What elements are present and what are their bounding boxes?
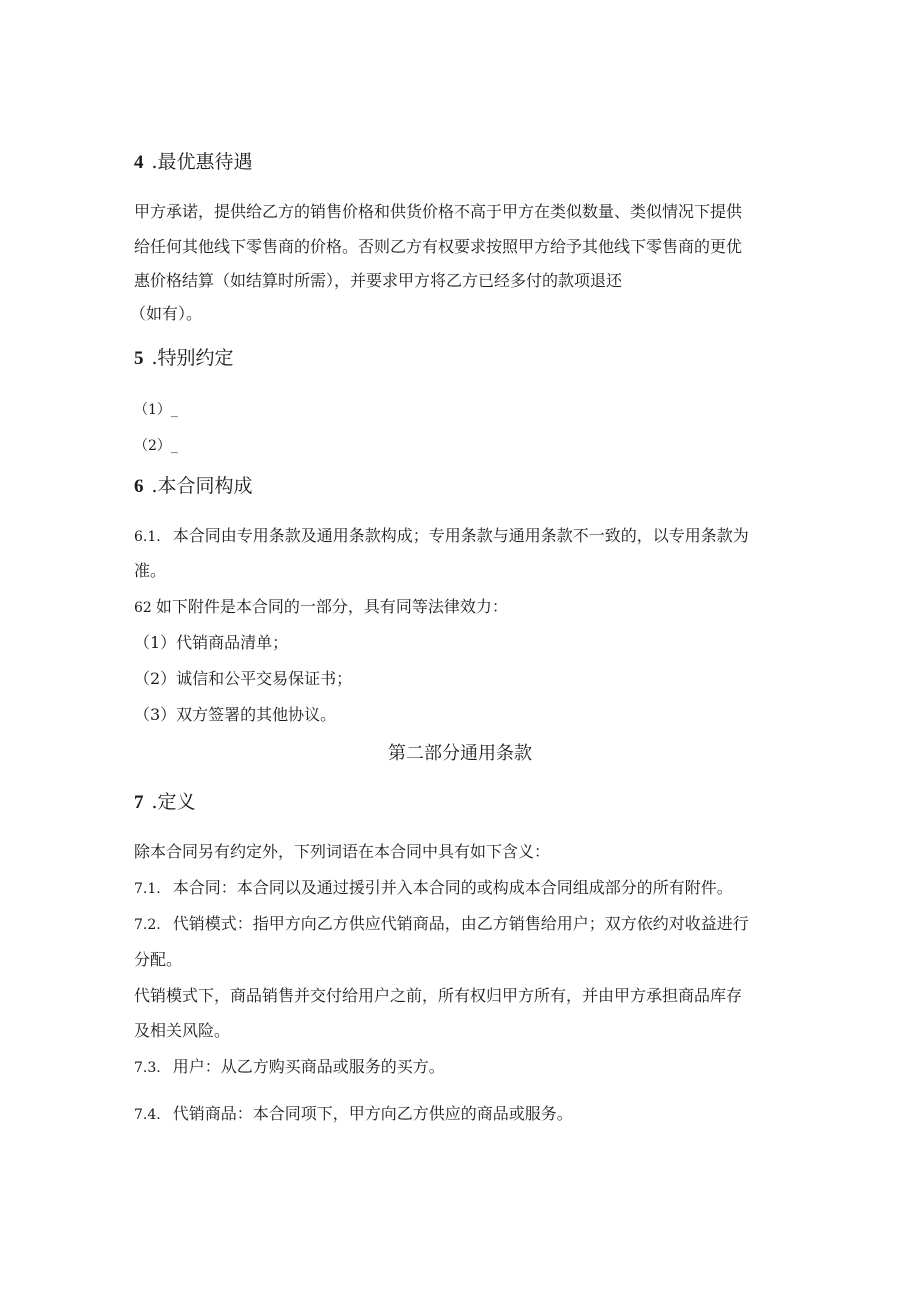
part-2-title: 第二部分通用条款 xyxy=(388,743,532,764)
definition-7-2-text: 代销模式：指甲方向乙方供应代销商品，由乙方销售给用户；双方依约对收益进行 xyxy=(172,914,749,933)
section-4-paragraph-line-1: 甲方承诺，提供给乙方的销售价格和供货价格不高于甲方在类似数量、类似情况下提供 xyxy=(134,202,743,221)
section-6-number: 6 xyxy=(134,476,144,497)
clause-6-1-text-line-2: 准。 xyxy=(134,561,167,580)
definition-7-4 xyxy=(134,1102,573,1127)
clause-6-2 xyxy=(134,595,508,620)
definition-7-1-text: 本合同：本合同以及通过援引并入本合同的或构成本合同组成部分的所有附件。 xyxy=(172,878,733,897)
section-5-title: .特别约定 xyxy=(151,347,234,369)
attachment-item-2: （2）诚信和公平交易保证书； xyxy=(134,669,353,688)
attachment-item-1: （1）代销商品清单； xyxy=(134,633,289,652)
section-5-item-2: （2）_ xyxy=(134,438,178,454)
definition-7-2-text-line-2: 分配。 xyxy=(134,950,183,969)
section-6-title: .本合同构成 xyxy=(151,475,253,497)
definition-7-2-paragraph-2-line-1: 代销模式下，商品销售并交付给用户之前，所有权归甲方所有，并由甲方承担商品库存 xyxy=(134,986,743,1005)
section-5-number: 5 xyxy=(134,348,144,369)
definition-7-3 xyxy=(134,1055,445,1080)
definition-7-3-label: 7.3. xyxy=(134,1060,161,1076)
section-4-paragraph-line-3: 惠价格结算（如结算时所需），并要求甲方将乙方已经多付的款项退还 xyxy=(134,271,623,290)
section-4-paragraph-line-4: （如有）。 xyxy=(130,304,203,323)
section-7-number: 7 xyxy=(134,792,144,813)
clause-6-1-text: 本合同由专用条款及通用条款构成；专用条款与通用条款不一致的，以专用条款为 xyxy=(172,526,749,545)
section-6-heading xyxy=(134,473,253,500)
definition-7-1-label: 7.1. xyxy=(134,881,161,897)
section-7-intro: 除本合同另有约定外，下列词语在本合同中具有如下含义： xyxy=(134,842,551,861)
section-5-heading xyxy=(134,345,234,372)
definition-7-3-text: 用户：从乙方购买商品或服务的买方。 xyxy=(172,1057,445,1076)
section-5-item-1: （1）_ xyxy=(134,402,178,418)
section-4-number: 4 xyxy=(134,152,144,173)
section-4-title: .最优惠待遇 xyxy=(151,151,253,173)
clause-6-2-label: 62 xyxy=(134,600,152,616)
section-7-title: .定义 xyxy=(151,791,196,813)
definition-7-2-paragraph-2-line-2: 及相关风险。 xyxy=(134,1021,231,1040)
definition-7-4-label: 7.4. xyxy=(134,1107,161,1123)
clause-6-1-label: 6.1. xyxy=(134,529,161,545)
section-4-heading xyxy=(134,149,253,176)
definition-7-2 xyxy=(134,912,749,937)
definition-7-2-label: 7.2. xyxy=(134,917,161,933)
attachment-item-3: （3）双方签署的其他协议。 xyxy=(134,705,337,724)
definition-7-1 xyxy=(134,876,733,901)
clause-6-2-text: 如下附件是本合同的一部分，具有同等法律效力： xyxy=(155,597,508,616)
clause-6-1 xyxy=(134,524,749,549)
section-7-heading xyxy=(134,789,196,816)
section-4-paragraph-line-2: 给任何其他线下零售商的价格。否则乙方有权要求按照甲方给予其他线下零售商的更优 xyxy=(134,237,743,256)
definition-7-4-text: 代销商品：本合同项下，甲方向乙方供应的商品或服务。 xyxy=(172,1104,573,1123)
